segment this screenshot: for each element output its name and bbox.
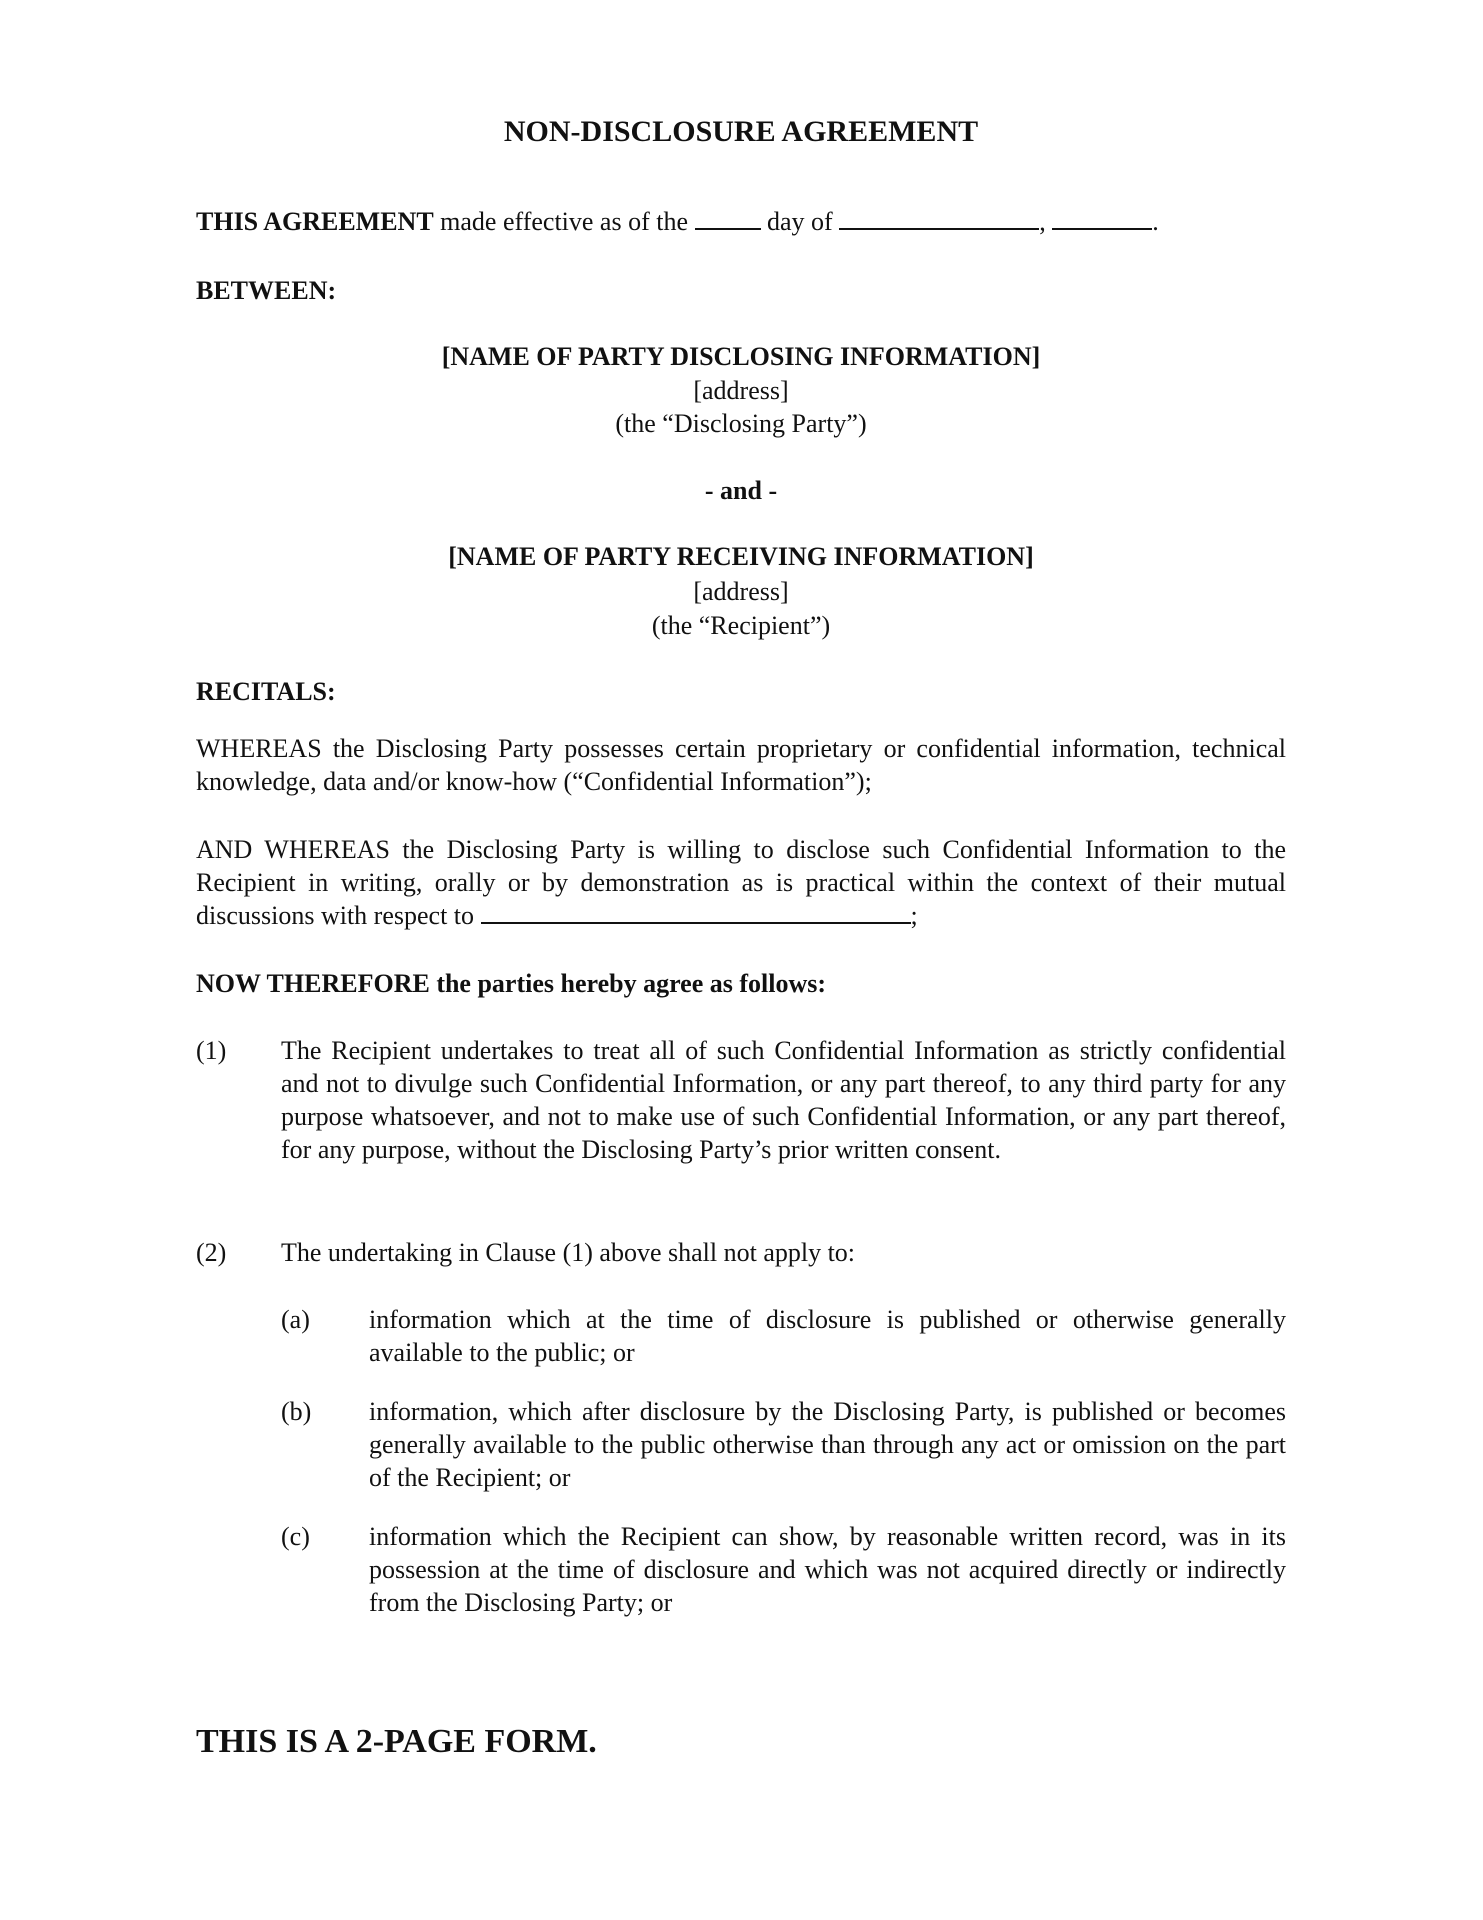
subclause-a <box>281 1303 1286 1369</box>
day-blank[interactable] <box>695 206 761 230</box>
now-therefore-lead: NOW THEREFORE <box>196 969 430 998</box>
effective-text: . <box>1152 207 1159 236</box>
month-blank[interactable] <box>839 206 1039 230</box>
party1-name: [NAME OF PARTY DISCLOSING INFORMATION] <box>441 342 1041 371</box>
party2-defined: (the “Recipient”) <box>651 611 831 640</box>
clause-2 <box>196 1236 1286 1269</box>
effective-lead: THIS AGREEMENT <box>196 207 434 236</box>
subclause-c <box>281 1520 1286 1619</box>
subclause-text: information which the Recipient can show, by reasonable written record, was in its possession at the time of disclosure and which was not acquired directly or indirectly from the Disclosing Party; or <box>369 1522 1286 1617</box>
year-blank[interactable] <box>1052 206 1152 230</box>
recital-2-end: ; <box>910 901 918 930</box>
subclause-number: (b) <box>281 1397 312 1426</box>
recitals-label: RECITALS: <box>196 677 336 706</box>
party1-defined: (the “Disclosing Party”) <box>615 409 867 438</box>
recital-2-text: AND WHEREAS the Disclosing Party is willing to disclose such Confidential Information to the Recipient in writing, orally or by demonstration as is practical within the context of their mutual discussions with respect to <box>196 835 1286 930</box>
effective-text: day of <box>760 207 840 236</box>
document-title: NON-DISCLOSURE AGREEMENT <box>503 115 979 148</box>
recital-1: WHEREAS the Disclosing Party possesses certain proprietary or confidential information, technical knowledge, data and/or know-how (“Confidential Information”); <box>196 734 1286 796</box>
clause-text: The undertaking in Clause (1) above shall not apply to: <box>281 1238 856 1267</box>
party2-name: [NAME OF PARTY RECEIVING INFORMATION] <box>448 542 1034 571</box>
between-label: BETWEEN: <box>196 276 337 305</box>
effective-text: made effective as of the <box>433 207 695 236</box>
effective-text: , <box>1039 207 1053 236</box>
clause-number: (2) <box>196 1238 227 1267</box>
party1-address: [address] <box>693 376 789 405</box>
effective-date-line <box>196 205 1159 238</box>
subclause-text: information, which after disclosure by the Disclosing Party, is published or becomes generally available to the public otherwise than through any act or omission on the part of the Recipient; or <box>369 1397 1286 1492</box>
clause-1 <box>196 1034 1286 1166</box>
subject-blank[interactable] <box>481 900 911 924</box>
now-therefore-rest: the parties hereby agree as follows: <box>429 969 827 998</box>
now-therefore <box>196 967 826 1000</box>
subclause-number: (c) <box>281 1522 310 1551</box>
clause-number: (1) <box>196 1036 227 1065</box>
clause-text: The Recipient undertakes to treat all of such Confidential Information as strictly confidential and not to divulge such Confidential Information, or any part thereof, to any third party for any purpose whatsoever, and not to make use of such Confidential Information, or any part thereof, for any purpose, without the Disclosing Party’s prior written consent. <box>281 1036 1286 1164</box>
subclause-b <box>281 1395 1286 1494</box>
recital-2 <box>196 833 1286 932</box>
party2-address: [address] <box>693 577 789 606</box>
page-form-notice: THIS IS A 2-PAGE FORM. <box>196 1723 597 1760</box>
subclause-text: information which at the time of disclosure is published or otherwise generally available to the public; or <box>369 1305 1286 1367</box>
and-separator: - and - <box>704 476 778 505</box>
subclause-number: (a) <box>281 1305 310 1334</box>
